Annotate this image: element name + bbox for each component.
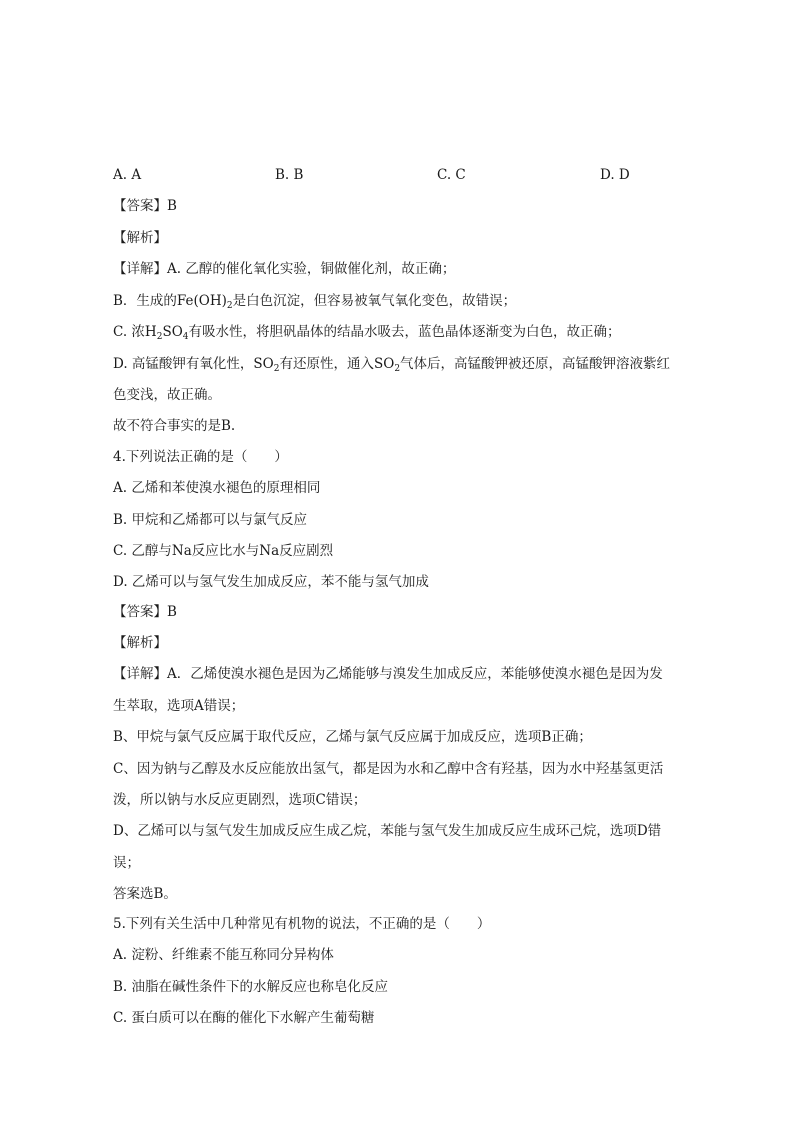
q3-option-d: D. D (600, 167, 630, 183)
q3-answer: 【答案】B (113, 198, 177, 214)
q3-detail-d-continued: 色变浅，故正确。 (113, 387, 221, 403)
q3-detail-b: B．生成的$Fe(OH)_2$是白色沉淀，但容易被氧气氧化变色，故错误； (113, 293, 517, 311)
q4-detail-c-2: 泼，所以钠与水反应更剧烈，选项C错误； (113, 792, 367, 808)
q4-detail-d-1: D、乙烯可以与氢气发生加成反应生成乙烷，苯能与氢气发生加成反应生成环己烷，选项D错 (113, 823, 662, 839)
q5-option-b: B. 油脂在碱性条件下的水解反应也称皂化反应 (113, 979, 389, 995)
q3-option-b: B. B (275, 167, 304, 183)
q4-option-b: B. 甲烷和乙烯都可以与氯气反应 (113, 512, 308, 528)
q4-answer: 【答案】B (113, 604, 177, 620)
q4-conclusion: 答案选B。 (113, 886, 177, 902)
q3-option-c: C. C (437, 167, 466, 183)
q4-stem: 4.下列说法正确的是（ ） (113, 449, 288, 465)
q4-detail-a-1: 【详解】A．乙烯使溴水褪色是因为乙烯能够与溴发生加成反应，苯能够使溴水褪色是因为发 (113, 666, 663, 682)
q4-detail-d-2: 误； (113, 855, 140, 871)
q4-option-d: D. 乙烯可以与氢气发生加成反应，苯不能与氢气加成 (113, 574, 429, 590)
q3-detail-a: 【详解】A. 乙醇的催化氧化实验，铜做催化剂，故正确； (113, 261, 456, 277)
q4-option-a: A. 乙烯和苯使溴水褪色的原理相同 (113, 480, 321, 496)
q3-conclusion: 故不符合事实的是B. (113, 418, 236, 434)
q3-analysis-heading: 【解析】 (113, 230, 167, 246)
q4-detail-c-1: C、因为钠与乙醇及水反应能放出氢气，都是因为水和乙醇中含有羟基，因为水中羟基氢更活 (113, 761, 664, 777)
q3-option-a: A. A (113, 167, 142, 183)
q4-option-c: C. 乙醇与Na反应比水与Na反应剧烈 (113, 543, 334, 559)
q5-stem: 5.下列有关生活中几种常见有机物的说法，不正确的是（ ） (113, 916, 491, 932)
q3-detail-c: C. 浓$H_2SO_4$有吸水性，将胆矾晶体的结晶水吸去，蓝色晶体逐渐变为白色，故正确； (113, 324, 621, 342)
q5-option-a: A. 淀粉、纤维素不能互称同分异构体 (113, 947, 334, 963)
q3-options-row (113, 166, 688, 184)
q3-detail-d: D. 高锰酸钾有氧化性，$SO_2$有还原性，通入$SO_2$气体后，高锰酸钾被还原，高锰酸钾溶液紫红 (113, 356, 671, 374)
q4-analysis-heading: 【解析】 (113, 635, 167, 651)
q4-detail-b: B、甲烷与氯气反应属于取代反应，乙烯与氯气反应属于加成反应，选项B正确； (113, 729, 592, 745)
q5-option-c: C. 蛋白质可以在酶的催化下水解产生葡萄糖 (113, 1010, 375, 1026)
q4-detail-a-2: 生萃取，选项A错误； (113, 698, 245, 714)
